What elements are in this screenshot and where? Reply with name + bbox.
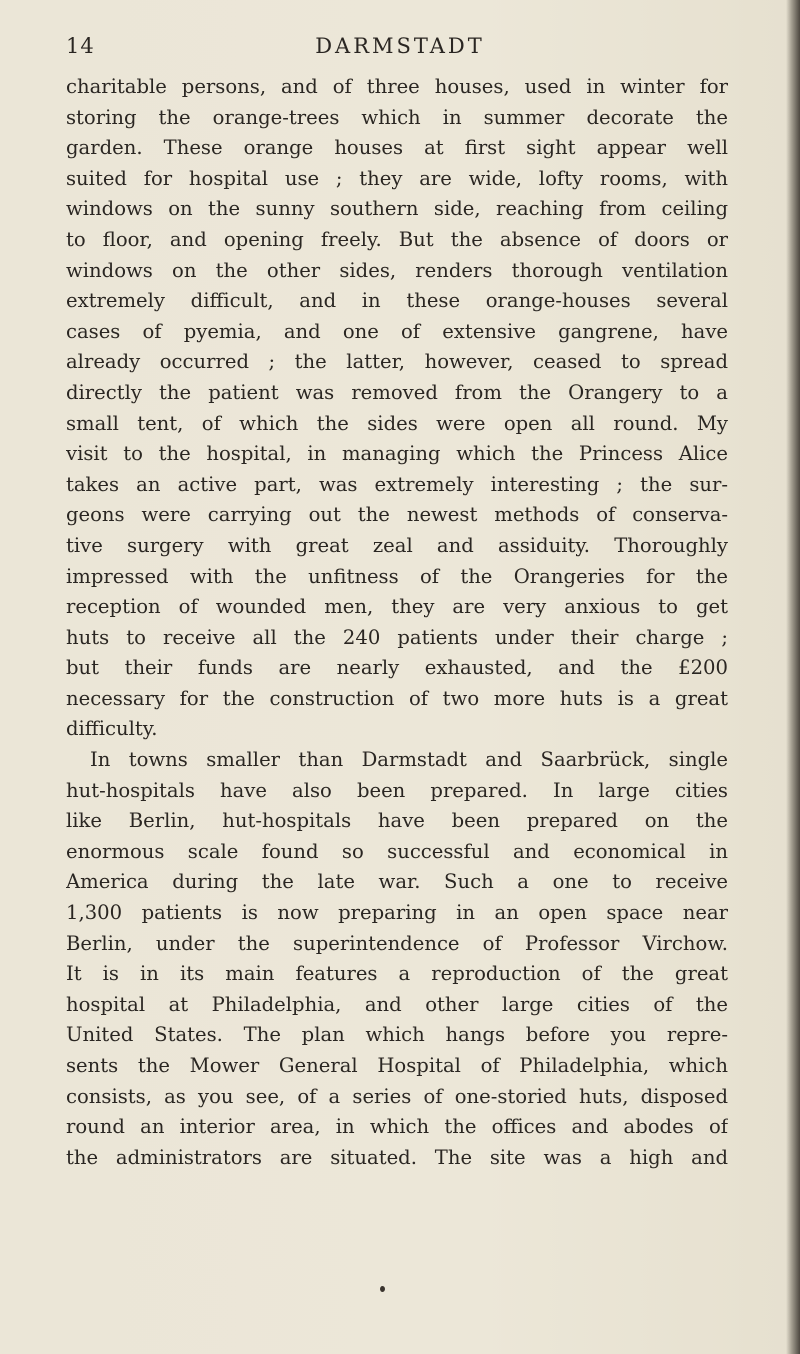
text-line: geons were carrying out the newest methods of conserva- xyxy=(66,503,728,527)
text-line: windows on the sunny southern side, reaching from ceiling xyxy=(66,197,728,221)
text-line: United States. The plan which hangs before you repre- xyxy=(66,1023,728,1047)
text-line: huts to receive all the 240 patients under their charge ; xyxy=(66,625,728,649)
text-line: visit to the hospital, in managing which the Princess Alice xyxy=(66,442,728,466)
text-line: consists, as you see, of a series of one-storied huts, disposed xyxy=(66,1084,728,1108)
binding-edge xyxy=(786,0,800,1354)
text-line: cases of pyemia, and one of extensive gangrene, have xyxy=(66,319,728,343)
page-header xyxy=(66,34,734,66)
text-line: takes an active part, was extremely interesting ; the sur- xyxy=(66,472,728,496)
text-line: windows on the other sides, renders thorough ventilation xyxy=(66,258,728,282)
text-line: difficulty. xyxy=(66,717,158,741)
text-line: Berlin, under the superintendence of Professor Virchow. xyxy=(66,931,728,955)
text-line: directly the patient was removed from the Orangery to a xyxy=(66,380,728,404)
text-line: round an interior area, in which the offices and abodes of xyxy=(66,1115,728,1139)
text-line: but their funds are nearly exhausted, and the £200 xyxy=(66,656,728,680)
paragraph-2 xyxy=(66,745,728,1173)
text-line: hospital at Philadelphia, and other large cities of the xyxy=(66,992,728,1016)
text-line: extremely difficult, and in these orange-houses several xyxy=(66,289,728,313)
running-head: DARMSTADT xyxy=(315,34,485,58)
text-line: to floor, and opening freely. But the absence of doors or xyxy=(66,227,728,251)
text-line: necessary for the construction of two more huts is a great xyxy=(66,686,728,710)
text-line: enormous scale found so successful and economical in xyxy=(66,839,728,863)
text-line: garden. These orange houses at first sight appear well xyxy=(66,136,728,160)
page-number: 14 xyxy=(66,34,95,58)
text-line: tive surgery with great zeal and assiduity. Thoroughly xyxy=(66,533,728,557)
text-line: suited for hospital use ; they are wide, lofty rooms, with xyxy=(66,166,728,190)
text-line: It is in its main features a reproduction of the great xyxy=(66,962,728,986)
text-line: small tent, of which the sides were open all round. My xyxy=(66,411,728,435)
text-line: sents the Mower General Hospital of Philadelphia, which xyxy=(66,1054,728,1077)
text-line: the administrators are situated. The site was a high and xyxy=(66,1145,728,1169)
text-line: 1,300 patients is now preparing in an open space near xyxy=(66,901,728,925)
paragraph-1 xyxy=(66,72,728,745)
text-line: reception of wounded men, they are very anxious to get xyxy=(66,595,728,619)
text-line: storing the orange-trees which in summer decorate the xyxy=(66,105,728,129)
text-line: like Berlin, hut-hospitals have been prepared on the xyxy=(66,809,728,833)
ink-speck xyxy=(380,1286,385,1292)
text-line: In towns smaller than Darmstadt and Saarbrück, single xyxy=(90,748,728,772)
text-line: charitable persons, and of three houses, used in winter for xyxy=(66,75,728,98)
text-line: hut-hospitals have also been prepared. In large cities xyxy=(66,778,728,802)
text-line: already occurred ; the latter, however, ceased to spread xyxy=(66,350,728,374)
body-text xyxy=(66,72,728,1173)
text-line: America during the late war. Such a one to receive xyxy=(66,870,728,894)
text-line: impressed with the unfitness of the Orangeries for the xyxy=(66,564,728,588)
